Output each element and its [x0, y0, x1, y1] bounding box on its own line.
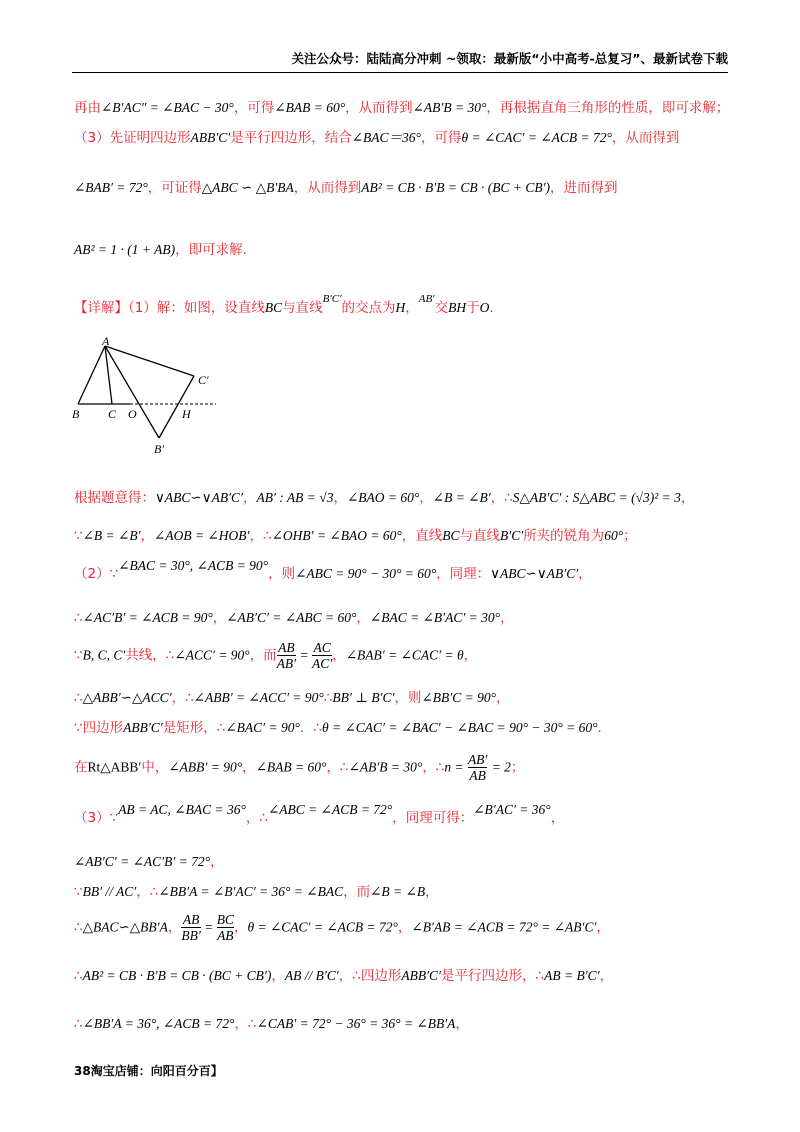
text: 再由 — [74, 100, 101, 116]
solution-line-13 — [74, 752, 524, 783]
math: ABB′C′ — [401, 968, 442, 983]
fraction: $\frac{AC}{AC'}$ — [312, 640, 333, 671]
text: 于 — [466, 300, 480, 316]
math: AB = AC, ∠BAC = 36° — [118, 802, 246, 817]
math: ∠B = ∠B′ — [432, 490, 491, 505]
text: ， — [332, 647, 346, 664]
text: ， — [496, 690, 510, 706]
math: ∠BAB = 60° — [255, 759, 327, 775]
text: ， — [599, 968, 614, 984]
math: ∠BAC＝36° — [351, 130, 421, 145]
text: ，∴ — [249, 528, 272, 544]
math: AB² = CB · B′B = CB · (BC + CB′) — [361, 180, 551, 195]
math: BC — [442, 528, 460, 543]
text: ， — [500, 610, 514, 626]
math: ∠BAB′ = 72° — [74, 180, 148, 195]
text: ，直线 — [401, 528, 443, 544]
text: （2）∵ — [74, 566, 119, 582]
math: ∠ACC′ = 90° — [174, 647, 250, 663]
label-A: A — [102, 334, 110, 348]
text: ， — [680, 490, 695, 506]
math: ∠AB′B = 30° — [348, 759, 423, 775]
solution-line-8 — [74, 558, 592, 582]
text: ，从而得到 — [611, 130, 680, 146]
math: θ = ∠CAC′ = ∠ACB = 72° — [247, 919, 398, 935]
analysis-line-1 — [74, 96, 729, 116]
text: ∵ — [74, 647, 83, 664]
math: ∠AOB = ∠HOB′ — [154, 528, 250, 543]
text: ， — [242, 759, 256, 776]
text: ，而 — [343, 884, 371, 900]
math: ∠AB′C′ = ∠ABC = 60° — [226, 610, 357, 625]
text: ．∴ — [299, 720, 322, 736]
math: S△AB′C′ : S△ABC = (√3)² = 3 — [512, 490, 681, 505]
text: ，从而得到 — [345, 100, 413, 116]
math: ∠AB′B = 30° — [412, 100, 487, 115]
text: ， — [271, 968, 285, 984]
text: ，即可求解. — [175, 242, 247, 258]
text: ； — [510, 759, 525, 776]
text: ，∴ — [234, 1016, 257, 1032]
text: ， — [425, 884, 439, 900]
math: AB² = 1 · (1 + AB) — [74, 242, 176, 257]
text: ，∴四边形 — [338, 968, 402, 984]
text: ∵四边形 — [74, 720, 124, 736]
solution-line-15 — [74, 850, 224, 870]
math: ABB′C′ — [123, 720, 163, 735]
fraction: $\frac{AB'}{AB}$ — [467, 752, 488, 783]
text: ，∴ — [326, 759, 349, 776]
text: ∵ — [74, 884, 83, 900]
text: ∴ — [74, 1016, 83, 1032]
page-header: 关注公众号：陆陆高分冲刺 ~领取：最新版“小中高考-总复习”、最新试卷下载 — [72, 48, 728, 73]
math: O — [479, 300, 490, 315]
math: AB = B′C′ — [544, 968, 600, 983]
math: AB² = CB · B′B = CB · (BC + CB′) — [82, 968, 272, 983]
text: 【详解】（1）解：如图，设直线 — [74, 300, 265, 316]
segment-AB-prime — [105, 346, 159, 438]
math: ∠CAB′ = 72° − 36° = 36° = ∠BB′A — [256, 1016, 456, 1031]
solution-line-17: ∴△BAC∽△BB′A， $\frac{AB}{BB'}$ = $\frac{BC}{AB}$ ，θ = ∠CAC′ = ∠ACB = 72°，∠B′AB = ∠ACB = 72° = ∠AB′C′， — [74, 912, 610, 943]
text: ∴ — [74, 610, 83, 626]
text: ， — [210, 854, 224, 870]
math: ∨ABC∽∨AB′C′ — [155, 490, 243, 505]
text: 是平行四边形，结合 — [230, 130, 352, 146]
text: ， — [419, 490, 433, 506]
math: ∠ABB′ = ∠ACC′ = 90° — [193, 690, 324, 705]
label-O: O — [128, 407, 137, 421]
solution-line-11 — [74, 686, 510, 706]
math: ∠BAC = ∠B′AC′ = 30° — [369, 610, 501, 625]
math: H — [395, 300, 406, 315]
math: θ = ∠CAC′ = ∠ACB = 72° — [461, 130, 612, 145]
math: θ = ∠CAC′ = ∠BAC′ − ∠BAC = 90° − 30° = 60° — [321, 720, 598, 735]
text: （3）先证明四边形 — [74, 130, 191, 146]
math: AB′ : AB = √3 — [256, 490, 334, 505]
text: 与直线 — [459, 528, 501, 544]
text: 是矩形，∴ — [162, 720, 226, 736]
math: △ABC ∽ △B′BA — [201, 180, 294, 195]
detail-heading: 【详解】（1）解：如图，设直线BC与直线$^{B'C'}$的交点为H，$^{AB'}$交BH于O. — [74, 293, 494, 316]
solution-line-18 — [74, 964, 613, 984]
text: ， — [397, 919, 412, 936]
analysis-line-4 — [74, 238, 247, 258]
fraction: $\frac{BC}{AB}$ — [216, 912, 234, 943]
footer-text: 淘宝店铺：向阳百分百】 — [90, 1064, 223, 1078]
math: ∠ABC = ∠ACB = 72° — [267, 802, 393, 817]
text: 交 — [434, 300, 449, 316]
text: （3）∵ — [74, 810, 119, 826]
analysis-line-3 — [74, 176, 618, 196]
math: BB′ // AC′ — [82, 884, 137, 899]
text: 共线，∴ — [125, 647, 175, 664]
math: ∠ABB′ = 90° — [168, 759, 243, 775]
text: ，进而得到 — [550, 180, 618, 196]
text: ，∴ — [171, 690, 194, 706]
solution-line-6 — [74, 486, 694, 506]
text: ， — [212, 610, 227, 626]
text: ，∴ — [422, 759, 445, 776]
math: ∠BAO = 60° — [346, 490, 420, 505]
text: ∴ — [74, 690, 83, 706]
page-footer — [74, 1062, 223, 1079]
text: ，则 — [268, 566, 296, 582]
math: BB′ ⊥ B′C′ — [332, 690, 395, 705]
math: ∠BB′A = ∠B′AC′ = 36° = ∠BAC — [158, 884, 344, 899]
text: 是平行四边形，∴ — [441, 968, 545, 984]
text: ，∴ — [490, 490, 513, 506]
text: 的交点为 — [341, 300, 396, 316]
text: ； — [623, 528, 637, 544]
text: ，可证得 — [147, 180, 202, 196]
solution-line-7 — [74, 524, 637, 544]
text: ，同理： — [436, 566, 491, 582]
text: ， — [167, 919, 182, 936]
math: Rt△ABB′ — [87, 759, 142, 775]
text: ， — [405, 300, 419, 316]
segment-AB — [78, 346, 105, 404]
text: ， — [242, 490, 257, 506]
math: B′C′ — [500, 528, 524, 543]
text: ，∴ — [245, 810, 268, 826]
text: 根据题意得： — [74, 490, 155, 506]
math: ∠BAB = 60° — [274, 100, 346, 115]
math: ∠B = ∠B — [370, 884, 426, 899]
text: ， — [140, 528, 155, 544]
text: ． — [597, 720, 612, 736]
text: ， — [596, 919, 610, 936]
text: ， — [550, 810, 565, 826]
fraction: $\frac{AB}{BB'}$ — [181, 912, 201, 943]
text: ， — [578, 566, 592, 582]
text: ，∴ — [136, 884, 159, 900]
text: ∴ — [74, 968, 83, 984]
fraction: $\frac{AB}{AB'}$ — [276, 640, 297, 671]
math: ∠B′AC″ = ∠BAC − 30° — [101, 100, 234, 115]
solution-line-19 — [74, 1012, 469, 1032]
text: ， — [333, 490, 347, 506]
solution-line-10: ∵B, C, C′共线，∴∠ACC′ = 90°，而 $\frac{AB}{AB'}$ = $\frac{AC}{AC'}$ ，∠BAB′ = ∠CAC′ = θ， — [74, 640, 478, 671]
math: n = — [444, 759, 464, 775]
math: △BAC∽△BB′A — [82, 919, 168, 935]
geometry-figure — [70, 334, 230, 462]
math: B, C, C′ — [82, 647, 126, 663]
math: ∠BAB′ = ∠CAC′ = θ — [345, 647, 464, 663]
text: ，同理可得： — [392, 810, 474, 826]
label-C-prime: C′ — [198, 373, 209, 387]
text: ， — [463, 647, 478, 664]
text: ，而 — [249, 647, 277, 664]
analysis-line-2 — [74, 126, 679, 146]
math: ∠AC′B′ = ∠ACB = 90° — [82, 610, 213, 625]
math: ∠BAC′ = 90° — [225, 720, 300, 735]
text: ，从而得到 — [293, 180, 362, 196]
math: AB // B′C′ — [284, 968, 339, 983]
text: ，可得 — [420, 130, 462, 146]
label-H: H — [182, 407, 191, 421]
segment-AC — [105, 346, 112, 404]
math: BH — [448, 300, 467, 315]
math: ∠B = ∠B′ — [82, 528, 141, 543]
math: ABB′C′ — [190, 130, 231, 145]
math: ∠AB′C′ = ∠AC′B′ = 72° — [74, 854, 211, 869]
math: AB′ — [418, 293, 435, 305]
math: B′C′ — [322, 293, 342, 305]
math: ∠BB′A = 36°, ∠ACB = 72° — [82, 1016, 235, 1031]
text: ， — [455, 1016, 469, 1032]
text: ，可得 — [233, 100, 275, 116]
solution-line-16 — [74, 880, 439, 900]
text: ，再根据直角三角形的性质，即可求解； — [486, 100, 730, 116]
text: 中， — [141, 759, 169, 776]
text: ∴ — [74, 919, 83, 936]
math: BC — [264, 300, 283, 315]
text: ， — [233, 919, 248, 936]
math: ∠BAC = 30°, ∠ACB = 90° — [118, 558, 269, 573]
label-B-prime: B′ — [154, 442, 164, 456]
text: ∵ — [74, 528, 83, 544]
math: ∨ABC∽∨AB′C′ — [490, 566, 579, 581]
math: = 2 — [491, 759, 511, 775]
text: 所夹的锐角为 — [523, 528, 605, 544]
math: ∠ABC = 90° − 30° = 60° — [295, 566, 437, 581]
label-B: B — [72, 407, 80, 421]
text: ，则 — [394, 690, 422, 706]
text: ， — [356, 610, 370, 626]
text: 与直线 — [282, 300, 323, 316]
text: ∴ — [323, 690, 333, 706]
math: ∠BB′C = 90° — [421, 690, 497, 705]
math: ∠B′AC′ = 36° — [473, 802, 551, 817]
math: △ABB′∽△ACC′ — [82, 690, 172, 705]
math: ∠OHB′ = ∠BAO = 60° — [271, 528, 402, 543]
solution-line-9 — [74, 606, 514, 626]
solution-line-12 — [74, 716, 611, 736]
segment-AC-prime — [105, 346, 194, 376]
math: ∠B′AB = ∠ACB = 72° = ∠AB′C′ — [411, 919, 597, 935]
math: 60° — [604, 528, 624, 543]
text: 在 — [74, 759, 88, 776]
label-C: C — [108, 407, 117, 421]
solution-line-14 — [74, 802, 565, 826]
page-number: 38 — [74, 1064, 91, 1078]
